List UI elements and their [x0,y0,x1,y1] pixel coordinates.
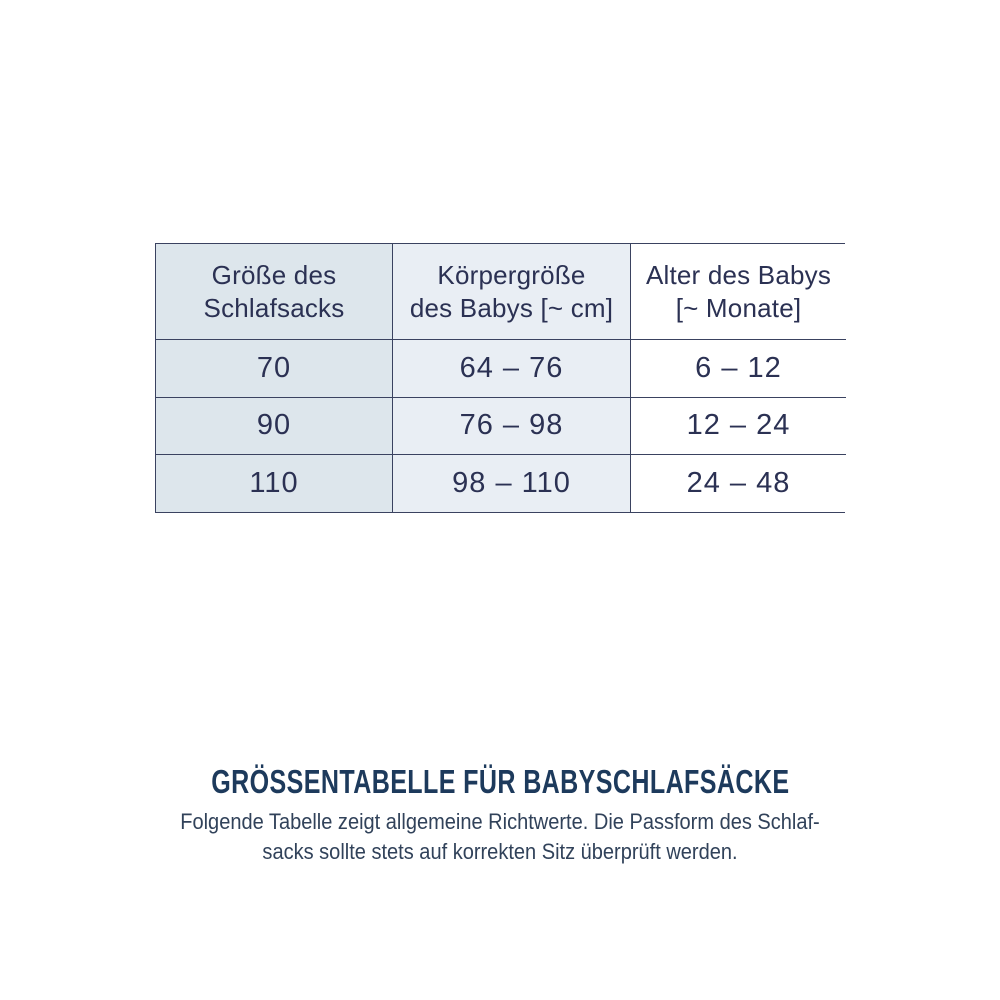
header-line: Schlafsacks [203,292,345,323]
caption-block [0,763,1000,867]
header-line: Körpergröße [437,259,586,290]
table-note-line1: Folgende Tabelle zeigt allgemeine Richtwerte. Die Passform des Schlaf- [180,809,820,834]
header-line: [~ Monate] [675,292,802,323]
table-cell-height-range: 98 – 110 [392,454,630,512]
table-cell-height-range: 76 – 98 [392,397,630,455]
table-note-line2: sacks sollte stets auf korrekten Sitz überprüft werden. [262,839,738,864]
table-cell-age-range: 6 – 12 [630,339,846,397]
table-cell-size: 70 [156,339,392,397]
sleeping-bag-size-table [155,243,845,513]
table-cell-size: 90 [156,397,392,455]
table-cell-age-range: 12 – 24 [630,397,846,455]
table-note [0,807,1000,867]
table-title: GRÖSSENTABELLE FÜR BABYSCHLAFSÄCKE [210,763,790,800]
header-line: Alter des Babys [645,259,832,290]
column-header-sleeping-bag-size [156,244,392,339]
table-cell-age-range: 24 – 48 [630,454,846,512]
column-header-baby-age [630,244,846,339]
header-line: Größe des [211,259,337,290]
table-cell-size: 110 [156,454,392,512]
table-cell-height-range: 64 – 76 [392,339,630,397]
column-header-baby-height [392,244,630,339]
header-line: des Babys [~ cm] [409,292,614,323]
